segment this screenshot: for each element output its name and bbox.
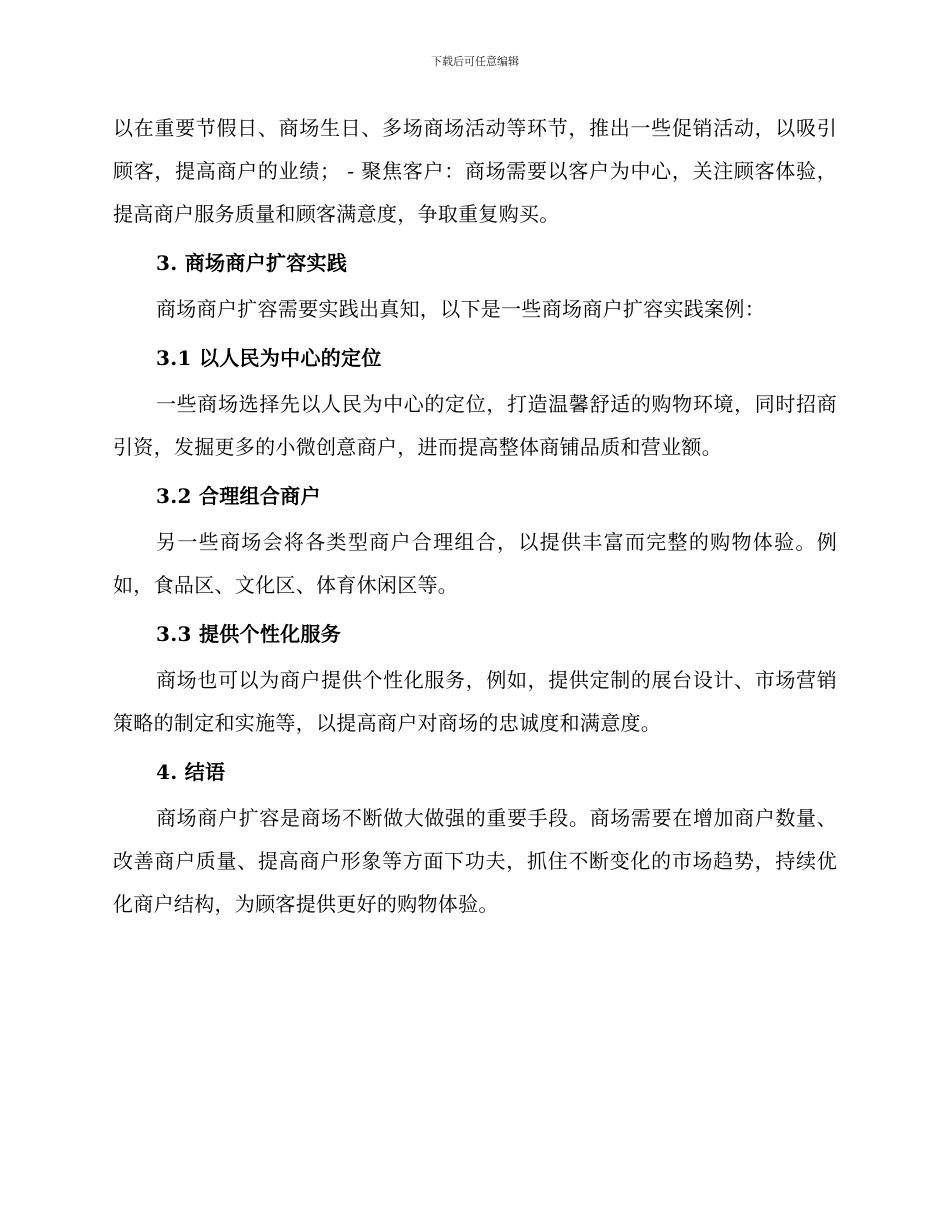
paragraph-personalized-service: 商场也可以为商户提供个性化服务，例如，提供定制的展台设计、市场营销策略的制定和实施等，以提高商户对商场的忠诚度和满意度。 — [113, 668, 837, 735]
heading-section-3-2: 3.2 合理组合商户 — [156, 484, 321, 508]
heading-section-3: 3. 商场商户扩容实践 — [156, 251, 348, 275]
heading-section-4: 4. 结语 — [156, 760, 226, 784]
paragraph-merchant-combination: 另一些商场会将各类型商户合理组合，以提供丰富而完整的购物体验。例如，食品区、文化区、体育休闲区等。 — [113, 530, 837, 597]
heading-section-3-1: 3.1 以人民为中心的定位 — [156, 346, 382, 370]
heading-section-3-3: 3.3 提供个性化服务 — [156, 622, 342, 646]
page-header-note: 下载后可任意编辑 — [431, 55, 519, 68]
document-body — [113, 107, 837, 926]
paragraph-people-centered: 一些商场选择先以人民为中心的定位，打造温馨舒适的购物环境，同时招商引资，发掘更多的小微创意商户，进而提高整体商铺品质和营业额。 — [113, 392, 837, 459]
paragraph-conclusion: 商场商户扩容是商场不断做大做强的重要手段。商场需要在增加商户数量、改善商户质量、提高商户形象等方面下功夫，抓住不断变化的市场趋势，持续优化商户结构，为顾客提供更好的购物体验。 — [113, 806, 837, 916]
paragraph-practice-intro: 商场商户扩容需要实践出真知，以下是一些商场商户扩容实践案例： — [156, 297, 765, 321]
paragraph-promotion-focus: 以在重要节假日、商场生日、多场商场活动等环节，推出一些促销活动，以吸引顾客，提高商户的业绩； - 聚焦客户：商场需要以客户为中心，关注顾客体验，提高商户服务质量和顾客满意度，争取重复购买。 — [113, 116, 837, 226]
